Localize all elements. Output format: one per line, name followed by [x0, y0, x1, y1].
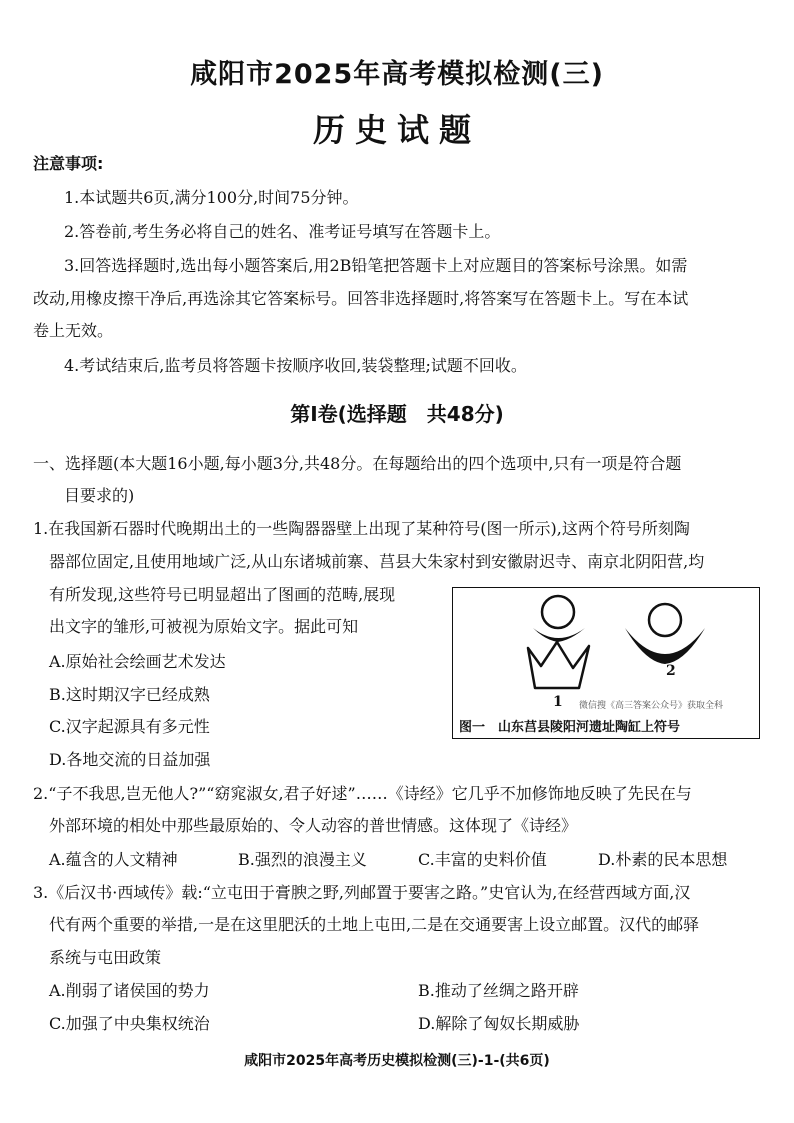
q1-stem: 器部位固定,且使用地域广泛,从山东诸城前寨、莒县大朱家村到安徽尉迟寺、南京北阴阳营,均 — [49, 552, 705, 571]
notice-item: 卷上无效。 — [33, 321, 114, 340]
q3-stem: 代有两个重要的举措,一是在这里肥沃的土地上屯田,二是在交通要害上设立邮置。汉代的邮驿 — [49, 915, 700, 934]
subject-title: 历史试题 — [312, 111, 481, 149]
q3-option-c: C.加强了中央集权统治 — [49, 1014, 210, 1033]
q2-stem: 外部环境的相处中那些最原始的、令人动容的普世情感。这体现了《诗经》 — [49, 816, 578, 835]
page-footer: 咸阳市2025年高考历史模拟检测(三)-1-(共6页) — [244, 1053, 550, 1069]
figure-caption: 图一 山东莒县陵阳河遗址陶缸上符号 — [459, 720, 681, 735]
q3-option-a: A.削弱了诸侯国的势力 — [49, 981, 210, 1000]
q2-stem: 2.“子不我思,岂无他人?”“窈窕淑女,君子好逑”……《诗经》它几乎不加修饰地反映了先民在与 — [33, 784, 692, 803]
q1-option-b: B.这时期汉字已经成熟 — [49, 685, 210, 704]
part-instructions: 一、选择题(本大题16小题,每小题3分,共48分。在每题给出的四个选项中,只有一项是符合题 — [33, 454, 682, 473]
section-title: 第Ⅰ卷(选择题 共48分) — [290, 402, 504, 426]
q1-option-c: C.汉字起源具有多元性 — [49, 717, 210, 736]
q1-option-a: A.原始社会绘画艺术发达 — [49, 652, 226, 671]
q2-option-d: D.朴素的民本思想 — [598, 850, 728, 869]
symbol-label-1: 1 — [553, 694, 563, 710]
notice-item: 3.回答选择题时,选出每小题答案后,用2B铅笔把答题卡上对应题目的答案标号涂黑。如需 — [64, 256, 688, 275]
symbol-label-2: 2 — [666, 663, 676, 679]
q1-stem: 1.在我国新石器时代晚期出土的一些陶器器壁上出现了某种符号(图一所示),这两个符号所刻陶 — [33, 519, 690, 538]
watermark: 微信搜《高三答案公众号》获取全科 — [579, 701, 724, 711]
q2-option-b: B.强烈的浪漫主义 — [238, 850, 367, 869]
q2-option-c: C.丰富的史料价值 — [418, 850, 547, 869]
q3-stem: 系统与屯田政策 — [49, 948, 162, 967]
notice-heading: 注意事项: — [33, 154, 104, 173]
q3-option-d: D.解除了匈奴长期威胁 — [418, 1014, 580, 1033]
notice-item: 4.考试结束后,监考员将答题卡按顺序收回,装袋整理;试题不回收。 — [64, 356, 527, 375]
figure-one — [452, 587, 760, 739]
q2-option-a: A.蕴含的人文精神 — [49, 850, 178, 869]
q1-stem: 出文字的雏形,可被视为原始文字。据此可知 — [49, 617, 359, 636]
exam-title: 咸阳市2025年高考模拟检测(三) — [190, 59, 604, 90]
q3-stem: 3.《后汉书·西域传》载:“立屯田于膏腴之野,列邮置于要害之路。”史官认为,在经营西域方面,汉 — [33, 883, 691, 902]
q1-stem: 有所发现,这些符号已明显超出了图画的范畴,展现 — [49, 585, 396, 604]
notice-item: 1.本试题共6页,满分100分,时间75分钟。 — [64, 188, 359, 207]
notice-item: 改动,用橡皮擦干净后,再选涂其它答案标号。回答非选择题时,将答案写在答题卡上。写在本试 — [33, 289, 689, 308]
q3-option-b: B.推动了丝绸之路开辟 — [418, 981, 579, 1000]
q1-option-d: D.各地交流的日益加强 — [49, 750, 211, 769]
notice-item: 2.答卷前,考生务必将自己的姓名、准考证号填写在答题卡上。 — [64, 222, 501, 241]
part-instructions-cont: 目要求的) — [64, 486, 135, 505]
